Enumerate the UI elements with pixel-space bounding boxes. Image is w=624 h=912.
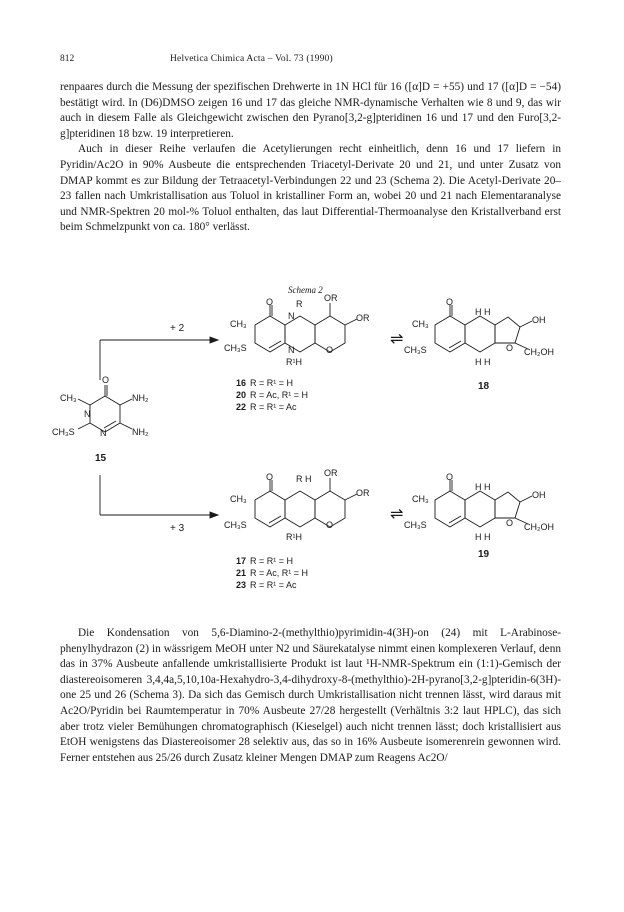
legend-row: 21 R = Ac, R¹ = H [236, 568, 309, 578]
label-r: R H [296, 474, 312, 484]
label-ch3: CH₃ [230, 494, 247, 504]
running-header [60, 54, 560, 68]
label-oh: OH [532, 315, 546, 325]
reaction-arrows [100, 337, 218, 518]
label-ch3s: CH₃S [224, 520, 247, 530]
label-o: O [446, 297, 454, 307]
label-n: N [84, 409, 91, 419]
label-ch3s: CH₃S [404, 345, 427, 355]
scheme-drawing [60, 285, 570, 605]
label-oh: OH [532, 490, 546, 500]
compound-15-label: 15 [95, 453, 107, 464]
paragraph-2: Auch in dieser Reihe verlaufen die Acetylierungen recht einheitlich, denn 16 und 17 liefern in Pyridin/Ac2O in 90% Ausbeute die entsprechenden Triacetyl-Derivate 20 und 21, und unter Zusatz von DMAP kommt es zur Bildung der Tetraacetyl-Verbindungen 22 und 23 (Schema 2). Die Acetyl-Derivate 20–23 fallen nach Umkristallisation aus Toluol in kristalliner Form an, wobei 20 und 21 nach Elementaranalyse und NMR-Spektren 20 mol-% Toluol enthalten, das laut Differential-Thermoanalyse den Kristallverband erst beim Schmelzpunkt von ca. 180° verlässt. [60, 143, 561, 234]
label-ch3s: CH₃S [224, 343, 247, 353]
paragraph-1: renpaares durch die Messung der spezifischen Drehwerte in 1N HCl für 16 ([α]D = +55) und 17 ([α]D = −54) bestätigt wird. In (D6)DMSO zeigen 16 und 17 das gleiche NMR-dynamische Verhalten wie 8 und 9, das wir auch in diesem Falle als Gleichgewicht zwischen den Pyrano[3,2-g]pteridinen 16 und 17 und den Furo[3,2-g]pteridinen 18 bzw. 19 interpretieren. [60, 81, 561, 140]
label-o: O [102, 375, 110, 385]
scheme-title: Schema 2 [288, 285, 323, 295]
body-text-bottom [60, 626, 561, 766]
label-o: O [266, 297, 274, 307]
legend-row: 17 R = R¹ = H [236, 556, 294, 566]
reaction-scheme [52, 285, 570, 605]
structure-17 [255, 478, 357, 527]
legend-row: 22 R = R¹ = Ac [236, 402, 297, 412]
legend-top [236, 377, 308, 413]
label-or: OR [356, 313, 370, 323]
label-ch3s: CH₃S [52, 427, 75, 437]
page-number: 812 [60, 54, 75, 64]
structure-16 [255, 303, 357, 352]
equilibrium-arrow-bottom: ⇌ [390, 506, 404, 523]
label-ch3: CH₃ [412, 319, 429, 329]
label-h: H H [475, 357, 491, 367]
label-o: O [446, 472, 454, 482]
label-nh2: NH₂ [132, 393, 149, 403]
compound-19-label: 19 [478, 549, 490, 560]
label-n: N [288, 311, 295, 321]
compound-18-label: 18 [478, 381, 490, 392]
label-ch2oh: CH₂OH [524, 347, 554, 357]
label-r: R [296, 299, 303, 309]
label-o: O [506, 343, 514, 353]
paragraph-3: Die Kondensation von 5,6-Diamino-2-(methylthio)pyrimidin-4(3H)-on (24) mit L-Arabinose-phenylhydrazon (2) in wässrigem MeOH unter N2 und Säurekatalyse nimmt einen komplexeren Verlauf, denn das in 37% Ausbeute anfallende umkristallisierte Produkt ist laut ¹H-NMR-Spektrum ein (1:1)-Gemisch der diastereoisomeren 3,4,4a,5,10,10a-Hexahydro-3,4-dihydroxy-8-(methylthio)-2H-pyrano[3,2-g]pteridin-6(3H)-one 25 und 26 (Schema 3). Da sich das Gemisch durch Umkristallisation nicht trennen lässt, wird daraus mit Ac2O/Pyridin bei Raumtemperatur in 70% Ausbeute 27/28 hergestellt (Verhältnis 3:2 laut HPLC), das sich aber trotz vieler Bemühungen chromatographisch (Kieselgel) auch nicht trennen lässt; doch kristallisiert aus EtOH wenigstens das Diastereoisomer 28 selektiv aus, das so in 16% Ausbeute isomerenrein gewonnen wird. Ferner entstehen aus 25/26 durch Zusatz kleiner Mengen DMAP zum Reagens Ac2O/ [60, 627, 561, 764]
label-r1h: R¹H [286, 357, 302, 367]
journal-title: Helvetica Chimica Acta – Vol. 73 (1990) [170, 54, 333, 64]
label-nh2: NH₂ [132, 427, 149, 437]
label-ch3: CH₃ [60, 393, 77, 403]
reagent-top: + 2 [170, 323, 185, 334]
label-o: O [506, 518, 514, 528]
label-ch3s: CH₃S [404, 520, 427, 530]
equilibrium-arrow-top: ⇌ [390, 331, 404, 348]
legend-row: 20 R = Ac, R¹ = H [236, 390, 309, 400]
label-n: N [288, 345, 295, 355]
label-or: OR [324, 468, 338, 478]
label-o: O [326, 345, 334, 355]
label-ch3: CH₃ [412, 494, 429, 504]
legend-row: 23 R = R¹ = Ac [236, 580, 297, 590]
label-ch3: CH₃ [230, 319, 247, 329]
reagent-bottom: + 3 [170, 523, 185, 534]
label-ch2oh: CH₂OH [524, 522, 554, 532]
label-or: OR [324, 293, 338, 303]
label-h: H H [475, 307, 491, 317]
label-h: H H [475, 532, 491, 542]
body-text-top [60, 80, 561, 236]
label-o: O [266, 472, 274, 482]
label-n: N [100, 428, 107, 438]
legend-bottom [236, 555, 308, 591]
label-o: O [326, 520, 334, 530]
legend-row: 16 R = R¹ = H [236, 378, 294, 388]
label-h: H H [475, 482, 491, 492]
label-r1h: R¹H [286, 532, 302, 542]
label-or: OR [356, 488, 370, 498]
